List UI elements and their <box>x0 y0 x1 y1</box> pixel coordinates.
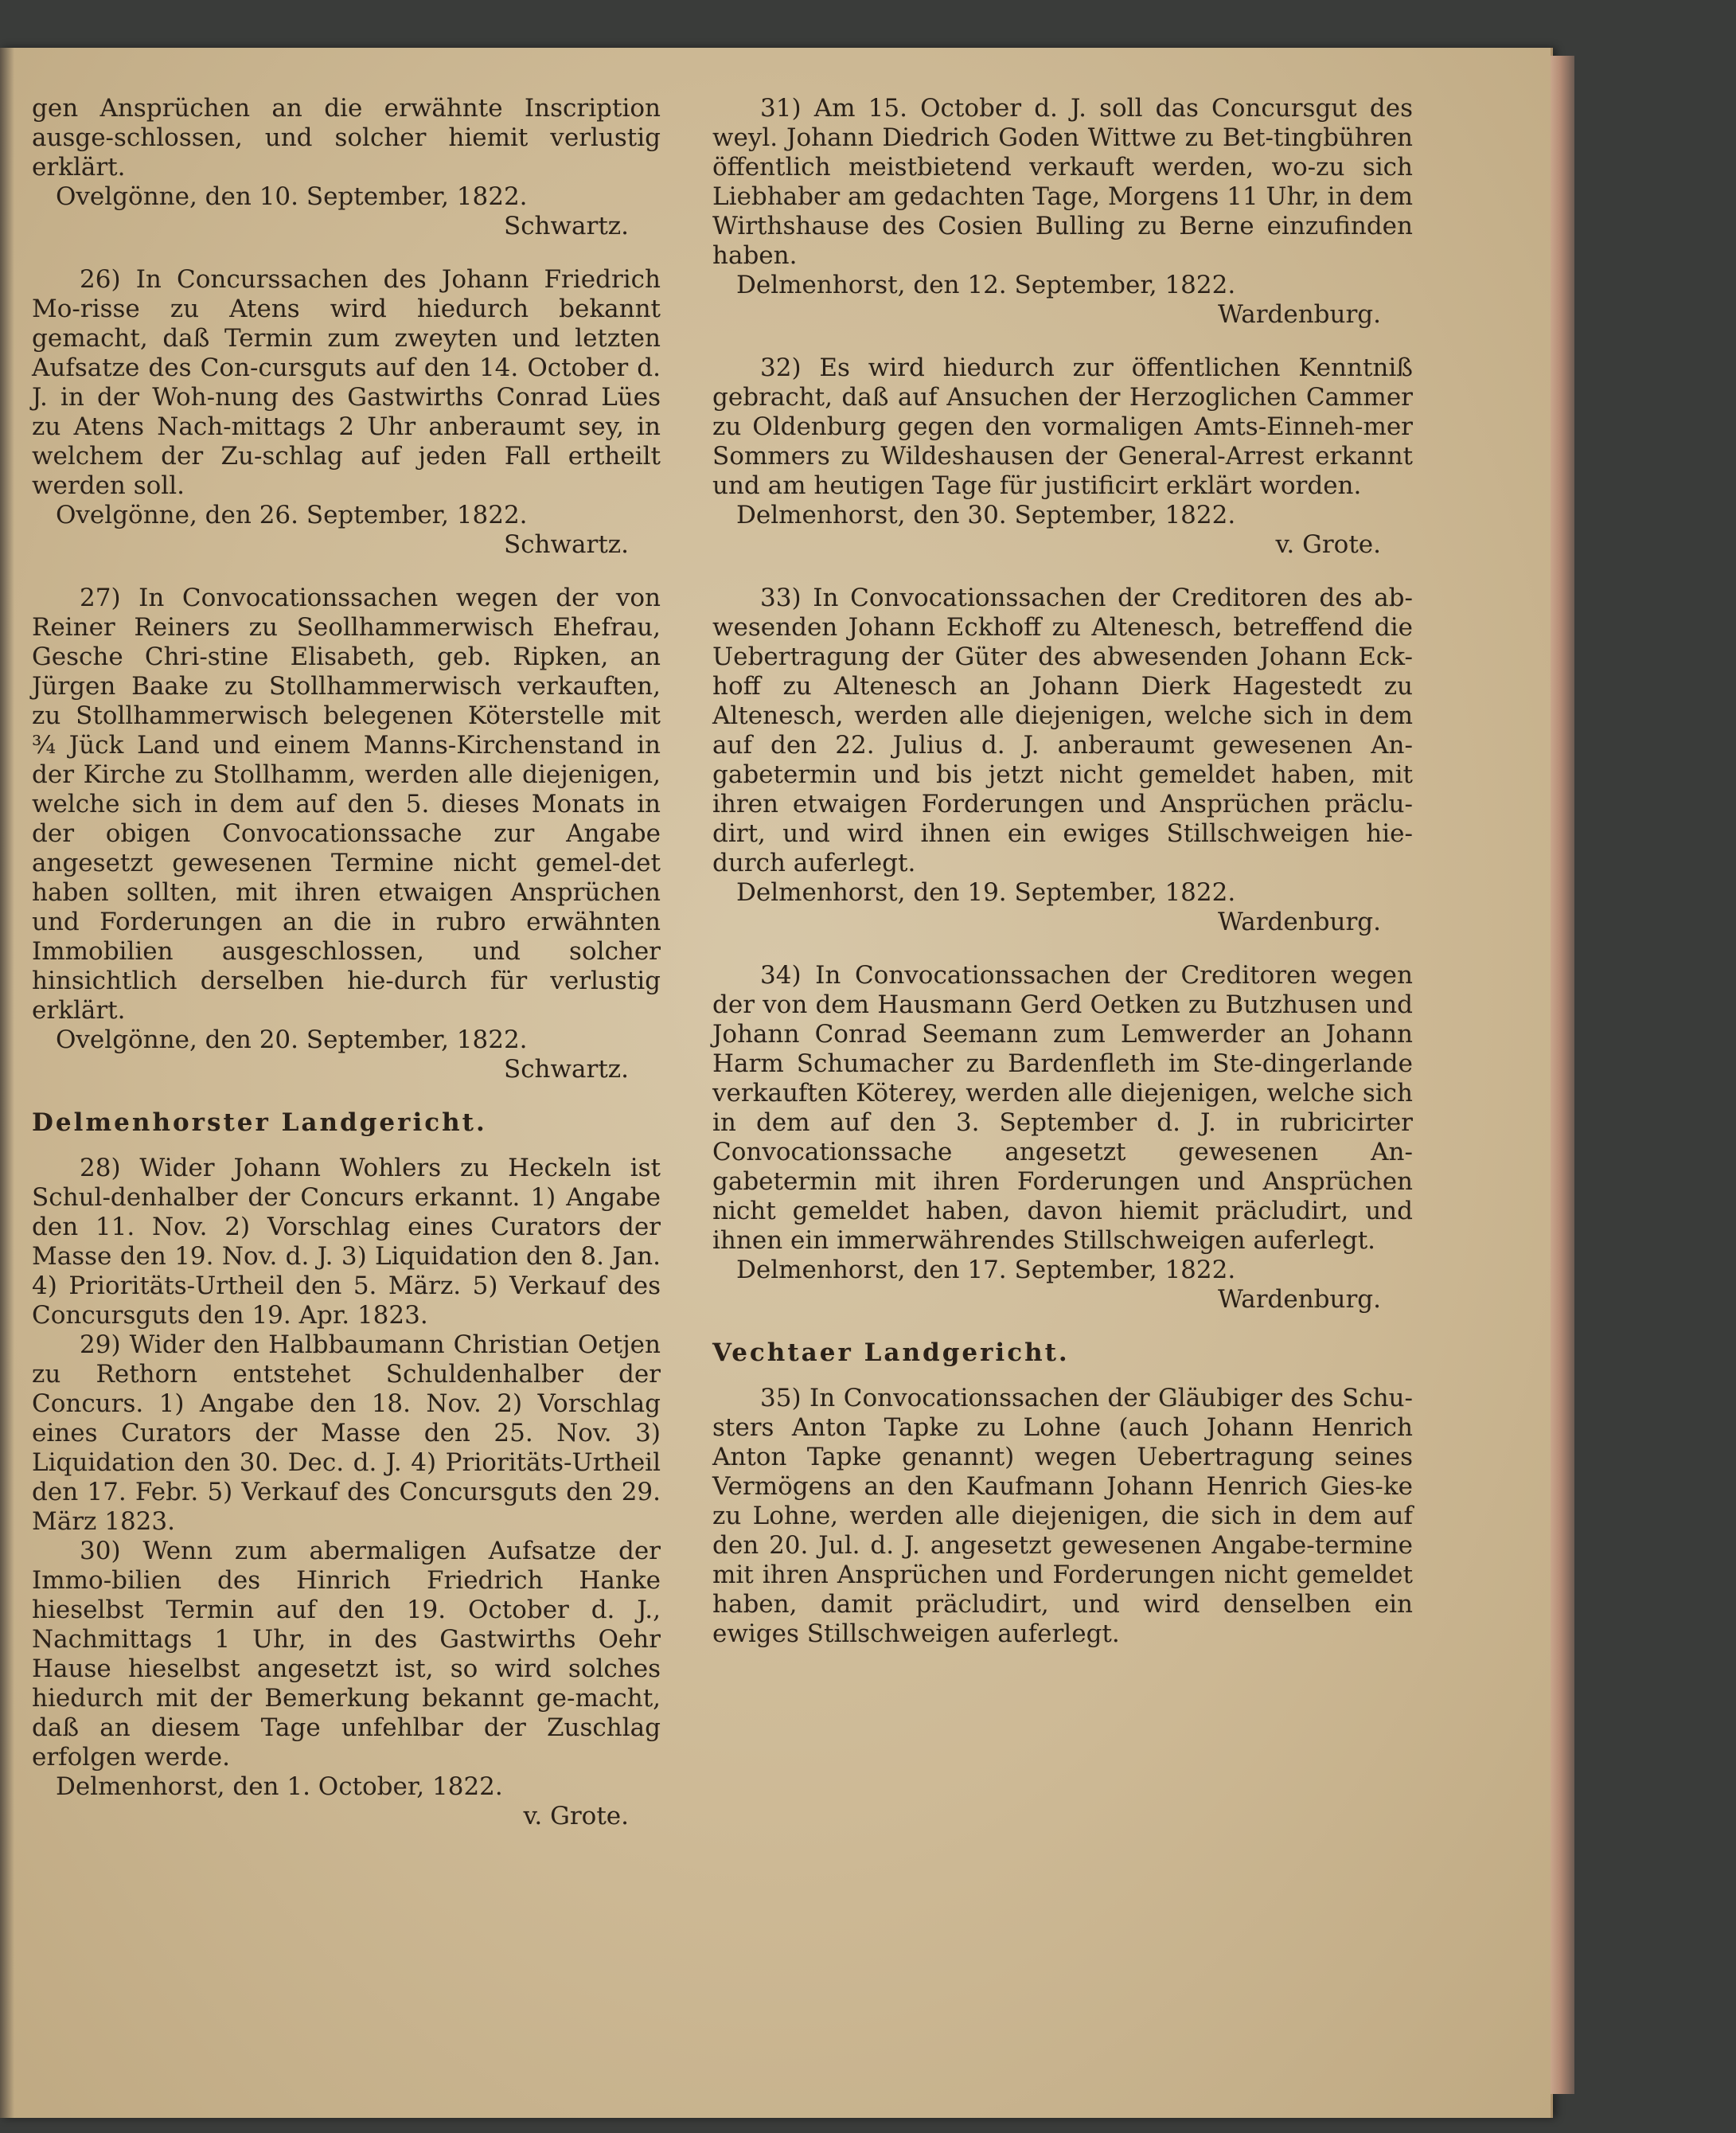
notice-26-signature: Schwartz. <box>503 530 629 559</box>
notice-33-place-date: Delmenhorst, den 19. September, 1822. <box>736 878 1236 907</box>
notice-30-text: 30) Wenn zum abermaligen Aufsatze der Immo-bilien des Hinrich Friedrich Hanke hieselbst Termin auf den 19. October d. J., Nachmittags 1 Uhr, in des Gastwirths Oehr Hause hieselbst angesetzt ist, so wird solches hiedurch mit der Bemerkung bekannt ge-macht, daß an diesem Tage unfehlbar der Zuschlag erfolgen werde. <box>32 1537 661 1772</box>
notice-33-text: 33) In Convocationssachen der Creditoren des ab-wesenden Johann Eckhoff zu Altenesch, betreffend die Uebertragung der Güter des abwesenden Johann Eck-hoff zu Altenesch an Johann Dierk Hagestedt zu Altenesch, werden alle diejenigen, welche sich in dem auf den 22. Julius d. J. anberaumt gewesenen An-gabetermin und bis jetzt nicht gemeldet haben, mit ihren etwaigen Forderungen und Ansprüchen präclu-dirt, und wird ihnen ein ewiges Stillschweigen hie-durch auferlegt. <box>712 584 1413 877</box>
court-heading-vechta: Vechtaer Landgericht. <box>712 1338 1070 1367</box>
left-column <box>32 94 661 1855</box>
notice-32-place-date: Delmenhorst, den 30. September, 1822. <box>736 501 1236 529</box>
notice-26-text: 26) In Concurssachen des Johann Friedrich Mo-risse zu Atens wird hiedurch bekannt gemacht, daß Termin zum zweyten und letzten Aufsatze des Con-cursguts auf den 14. October d. J. in der Woh-nung des Gastwirths Conrad Lües zu Atens Nach-mittags 2 Uhr anberaumt sey, in welchem der Zu-schlag auf jeden Fall ertheilt werden soll. <box>32 265 661 500</box>
notice-27-place-date: Ovelgönne, den 20. September, 1822. <box>56 1025 528 1054</box>
notice-31-text: 31) Am 15. October d. J. soll das Concursgut des weyl. Johann Diedrich Goden Wittwe zu Bet-tingbühren öffentlich meistbietend verkauft werden, wo-zu sich Liebhaber am gedachten Tage, Morgens 11 Uhr, in dem Wirthshause des Cosien Bulling zu Berne einzufinden haben. <box>712 94 1413 270</box>
notice-32-signature: v. Grote. <box>1275 530 1381 559</box>
notice-30-place-date: Delmenhorst, den 1. October, 1822. <box>56 1772 503 1801</box>
court-heading-delmenhorst: Delmenhorster Landgericht. <box>32 1108 487 1137</box>
notice-27-signature: Schwartz. <box>503 1055 629 1084</box>
notice-34-signature: Wardenburg. <box>1218 1285 1381 1314</box>
notice-intro-place-date: Ovelgönne, den 10. September, 1822. <box>56 182 528 211</box>
notice-intro-signature: Schwartz. <box>503 212 629 240</box>
notice-34-text: 34) In Convocationssachen der Creditoren wegen der von dem Hausmann Gerd Oetken zu Butzhusen und Johann Conrad Seemann zum Lemwerder an Johann Harm Schumacher zu Bardenfleth im Ste-dingerlande verkauften Köterey, werden alle diejenigen, welche sich in dem auf den 3. September d. J. in rubricirter Convocationssache angesetzt gewesenen An-gabetermin mit ihren Forderungen und Ansprüchen nicht gemeldet haben, davon hiemit präcludirt, und ihnen ein immerwährendes Stillschweigen auferlegt. <box>712 961 1413 1255</box>
notice-31-place-date: Delmenhorst, den 12. September, 1822. <box>736 271 1236 299</box>
binding-shadow <box>0 48 14 2118</box>
notice-32-text: 32) Es wird hiedurch zur öffentlichen Kenntniß gebracht, daß auf Ansuchen der Herzoglichen Cammer zu Oldenburg gegen den vormaligen Amts-Einneh-mer Sommers zu Wildeshausen der General-Arrest erkannt und am heutigen Tage für justificirt erklärt worden. <box>712 354 1413 500</box>
notice-31-signature: Wardenburg. <box>1218 300 1381 329</box>
notice-26-place-date: Ovelgönne, den 26. September, 1822. <box>56 501 528 529</box>
notice-29-text: 29) Wider den Halbbaumann Christian Oetjen zu Rethorn entstehet Schuldenhalber der Concurs. 1) Angabe den 18. Nov. 2) Vorschlag eines Curators der Masse den 25. Nov. 3) Liquidation den 30. Dec. d. J. 4) Prioritäts-Urtheil den 17. Febr. 5) Verkauf des Concursguts den 29. März 1823. <box>32 1330 661 1536</box>
page-edge <box>1551 56 1574 2094</box>
notice-30-signature: v. Grote. <box>523 1802 629 1830</box>
notice-34-place-date: Delmenhorst, den 17. September, 1822. <box>736 1256 1236 1284</box>
notice-intro-text: gen Ansprüchen an die erwähnte Inscription ausge-schlossen, und solcher hiemit verlustig erklärt. <box>32 94 661 182</box>
notice-33-signature: Wardenburg. <box>1218 908 1381 936</box>
notice-27-text: 27) In Convocationssachen wegen der von Reiner Reiners zu Seollhammerwisch Ehefrau, Gesche Chri-stine Elisabeth, geb. Ripken, an Jürgen Baake zu Stollhammerwisch verkauften, zu Stollhammerwisch belegenen Köterstelle mit ¾ Jück Land und einem Manns-Kirchenstand in der Kirche zu Stollhamm, werden alle diejenigen, welche sich in dem auf den 5. dieses Monats in der obigen Convocationssache zur Angabe angesetzt gewesenen Termine nicht gemel-det haben sollten, mit ihren etwaigen Ansprüchen und Forderungen an die in rubro erwähnten Immobilien ausgeschlossen, und solcher hinsichtlich derselben hie-durch für verlustig erklärt. <box>32 584 661 1025</box>
notice-35-text: 35) In Convocationssachen der Gläubiger des Schu-sters Anton Tapke zu Lohne (auch Johann Henrich Anton Tapke genannt) wegen Uebertragung seines Vermögens an den Kaufmann Johann Henrich Gies-ke zu Lohne, werden alle diejenigen, die sich in dem auf den 20. Jul. d. J. angesetzt gewesenen Angabe-termine mit ihren Ansprüchen und Forderungen nicht gemeldet haben, damit präcludirt, und wird denselben ein ewiges Stillschweigen auferlegt. <box>712 1384 1413 1648</box>
right-column <box>712 94 1413 1649</box>
notice-28-text: 28) Wider Johann Wohlers zu Heckeln ist Schul-denhalber der Concurs erkannt. 1) Angabe den 11. Nov. 2) Vorschlag eines Curators der Masse den 19. Nov. d. J. 3) Liquidation den 8. Jan. 4) Prioritäts-Urtheil den 5. März. 5) Verkauf des Concursguts den 19. Apr. 1823. <box>32 1154 661 1330</box>
